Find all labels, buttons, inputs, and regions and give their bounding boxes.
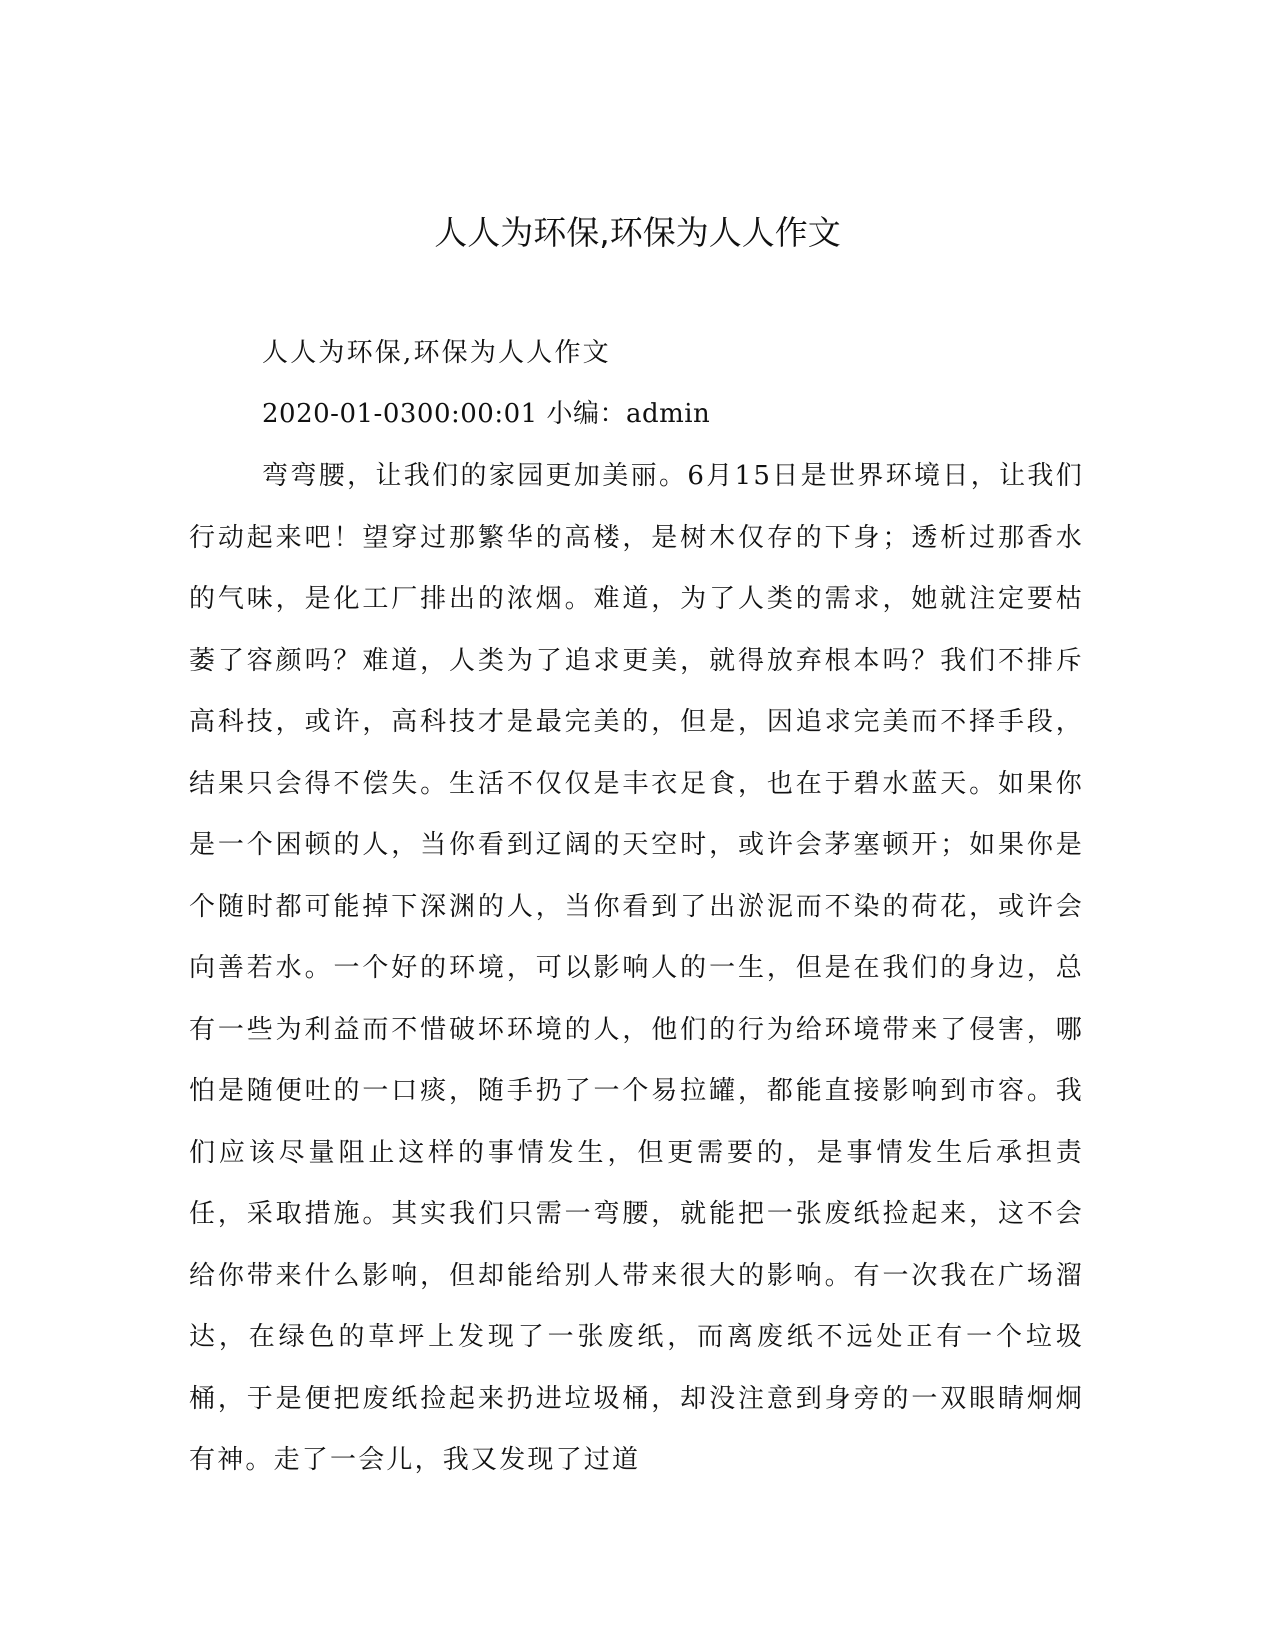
article-subtitle: 人人为环保,环保为人人作文 (262, 338, 611, 368)
document-title: 人人为环保,环保为人人作文 (434, 213, 841, 252)
article-meta: 2020-01-0300:00:01 小编：admin (262, 399, 711, 429)
article-paragraph: 弯弯腰，让我们的家园更加美丽。6月15日是世界环境日，让我们行动起来吧！望穿过那繁华的高楼，是树木仅存的下身；透析过那香水的气味，是化工厂排出的浓烟。难道，为了人类的需求，她就注定要枯萎了容颜吗？难道，人类为了追求更美，就得放弃根本吗？我们不排斥高科技，或许，高科技才是最完美的，但是，因追求完美而不择手段，结果只会得不偿失。生活不仅仅是丰衣足食，也在于碧水蓝天。如果你是一个困顿的人，当你看到辽阔的天空时，或许会茅塞顿开；如果你是个随时都可能掉下深渊的人，当你看到了出淤泥而不染的荷花，或许会向善若水。一个好的环境，可以影响人的一生，但是在我们的身边，总有一些为利益而不惜破坏环境的人，他们的行为给环境带来了侵害，哪怕是随便吐的一口痰，随手扔了一个易拉罐，都能直接影响到市容。我们应该尽量阻止这样的事情发生，但更需要的，是事情发生后承担责任，采取措施。其实我们只需一弯腰，就能把一张废纸捡起来，这不会给你带来什么影响，但却能给别人带来很大的影响。有一次我在广场溜达，在绿色的草坪上发现了一张废纸，而离废纸不远处正有一个垃圾桶，于是便把废纸捡起来扔进垃圾桶，却没注意到身旁的一双眼睛炯炯有神。走了一会儿，我又发现了过道 (189, 461, 1084, 1475)
